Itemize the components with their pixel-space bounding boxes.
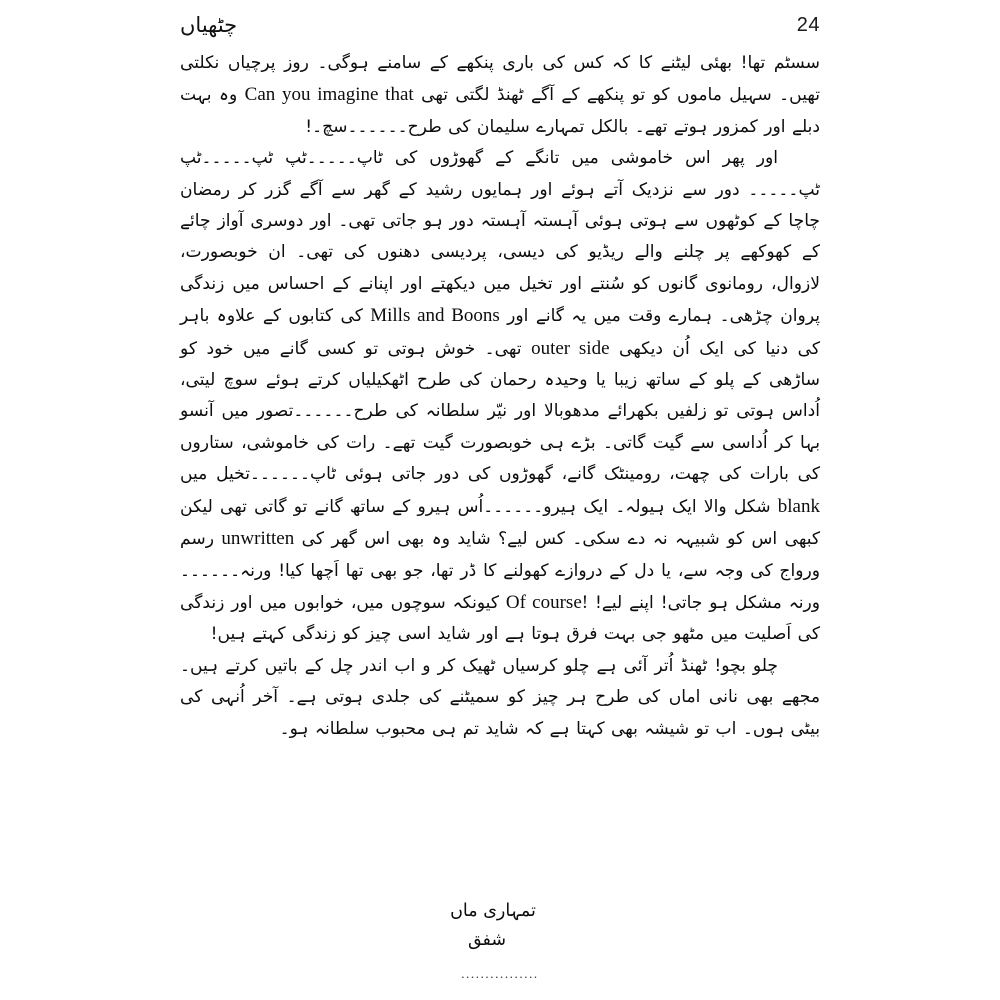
signature-from-label: تمہاری ماں: [450, 901, 536, 921]
inline-latin-phrase: Can you imagine that: [244, 84, 414, 106]
paragraph-3: چلو بچو! ٹھنڈ اُتر آئی ہے چلو کرسیاں ٹھیک کر و اب اندر چل کے باتیں کرتے ہیں۔ مجھے بھی نانی اماں کی طرح ہر چیز کو سمیٹنے کی جلدی ہوتی ہے۔ آخر اُنہی کی بیٹی ہوں۔ اب تو شیشہ بھی کہتا ہے کہ شاید تم ہی محبوب سلطانہ ہو۔: [180, 655, 820, 739]
inline-latin-phrase: blank: [777, 495, 820, 517]
signature-name: شفق: [467, 930, 507, 950]
bottom-ornament: ................: [461, 966, 539, 981]
inline-latin-phrase: Of course!: [505, 591, 589, 613]
running-head: [180, 8, 820, 42]
paragraph-2: اور پھر اس خاموشی میں تانگے کے گھوڑوں کی ٹاپ۔۔۔۔۔ٹپ ٹپ۔۔۔۔۔ٹپ ٹپ۔۔۔۔۔ دور سے نزدیک آتے ہوئے اور ہمایوں رشید کے گھر سے آگے گزر کر رمضان چاچا کے کوٹھوں سے ہوتی ہوئی آہستہ آہستہ دور ہو جاتی تھی۔ اور دوسری آواز چائے کے کھوکھے پر چلنے والے ریڈیو کی دیسی، پردیسی دھنوں کی تھی۔ ان خوبصورت، لازوال، رومانوی گانوں کو سُنتے اور تخیل میں دیکھتے اور اپنانے کے احساس میں زندگی پروان چڑھی۔ ہمارے وقت میں یہ گانے اور Mills and Boons کی کتابوں کے علاوہ باہر کی دنیا کی ایک اُن دیکھی outer side تھی۔ خوش ہوتی تو کسی گانے میں خود کو ساڑھی کے پلو کے ساتھ زیبا یا وحیدہ رحمان کی طرح اٹھکیلیاں کرتے ہوئے سوچ لیتی، اُداس ہوتی تو زلفیں بکھرائے مدھوبالا اور نیّر سلطانہ کی طرح۔۔۔۔۔۔تصور میں آنسو بہا کر اُداسی سے گیت گاتی۔ بڑے ہی خوبصورت گیت تھے۔ رات کی خاموشی، ستاروں کی بارات کی چھت، رومینٹک گانے، گھوڑوں کی دور جاتی ہوئی ٹاپ۔۔۔۔۔۔تخیل میں blank شکل والا ایک ہیولہ۔ ایک ہیرو۔۔۔۔۔۔اُس ہیرو کے ساتھ گانے تو گاتی تھی لیکن کبھی اس کو شبیہہ نہ دے سکی۔ کس لیے؟ شاید وہ بھی اس گھر کی unwritten رسم ورواج کی وجہ سے، یا دل کے دروازے کھولنے کا ڈر تھا، جو بھی تھا اَچھا کیا! ورنہ۔۔۔۔۔۔ ورنہ مشکل ہو جاتی! اپنے لیے! Of course! کیونکہ سوچوں میں، خوابوں میں اور زندگی کی اَصلیت میں مٹھو جی بہت فرق ہوتا ہے اور شاید اسی چیز کو زندگی کہتے ہیں!: [180, 148, 821, 645]
book-title-header: چٹھیاں: [180, 12, 238, 37]
inline-latin-phrase: Mills and Boons: [370, 305, 500, 327]
inline-latin-phrase: outer side: [531, 337, 610, 359]
paragraph-1: سسٹم تھا! بھئی لیٹنے کا کہ کس کی باری پنکھے کے سامنے ہوگی۔ روز پرچیاں نکلتی تھیں۔ سہیل ماموں کو تو پنکھے کے آگے ٹھنڈ لگتی تھی Can you imagine that وہ بہت دبلے اور کمزور ہوتے تھے۔ بالکل تمہارے سلیمان کی طرح۔۔۔۔۔۔سچ۔!: [180, 53, 820, 137]
body-text-column: [180, 48, 820, 745]
page-number: 24: [796, 13, 820, 36]
inline-latin-phrase: unwritten: [221, 528, 295, 550]
letter-signature: [0, 897, 1000, 955]
